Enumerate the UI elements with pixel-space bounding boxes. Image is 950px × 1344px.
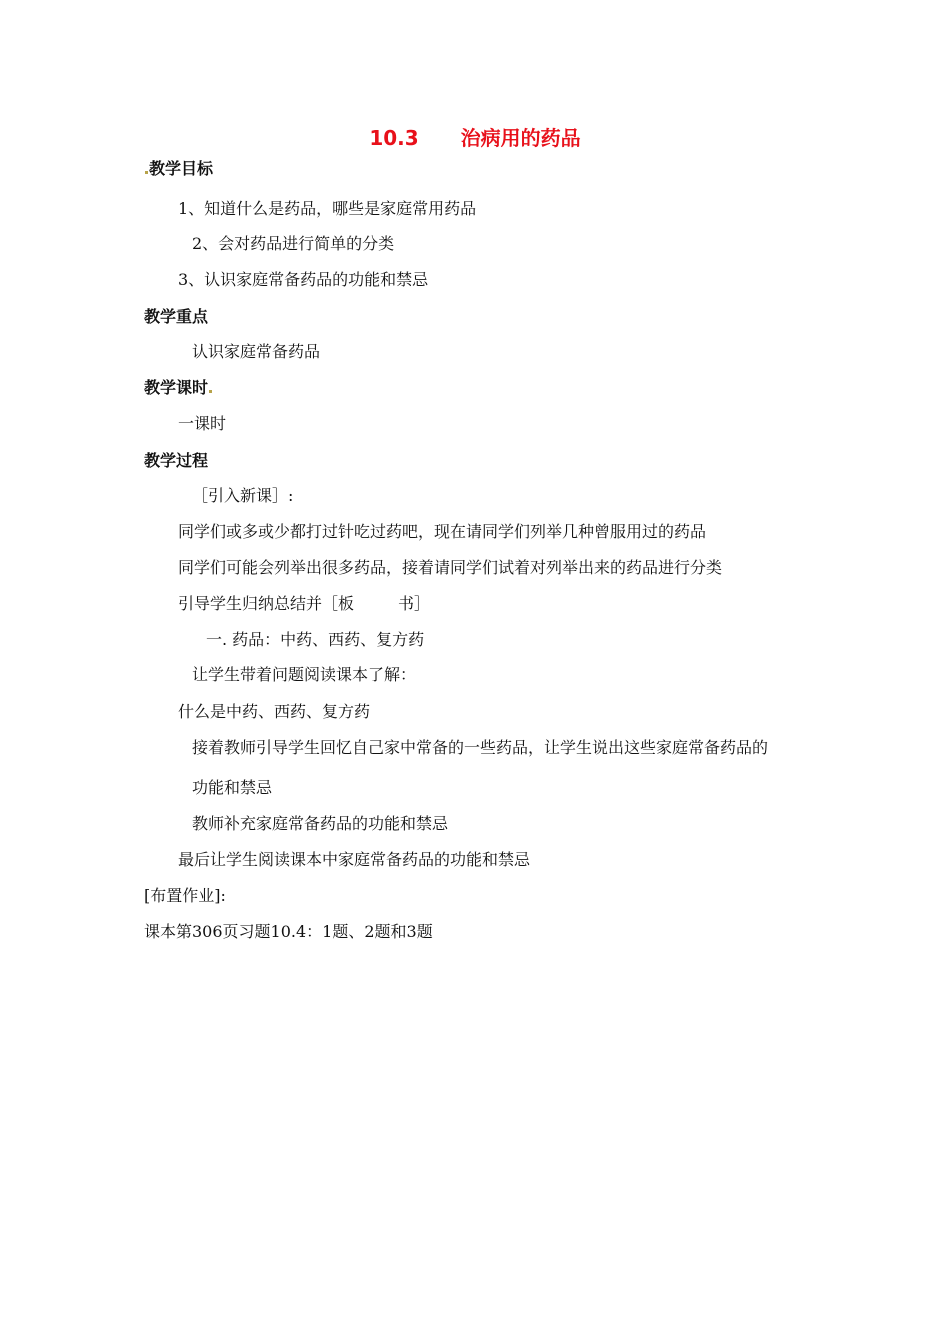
goals-heading: 教学目标 xyxy=(144,159,213,179)
focus-text: 认识家庭常备药品 xyxy=(192,342,321,361)
intro-label: ［引入新课］: xyxy=(192,486,294,505)
goal-3: 3、认识家庭常备药品的功能和禁忌 xyxy=(178,270,429,289)
paragraph-5: 让学生带着问题阅读课本了解： xyxy=(192,665,417,684)
paragraph-3: 引导学生归纳总结并［板 书］ xyxy=(178,594,431,613)
goal-2: 2、会对药品进行简单的分类 xyxy=(192,234,395,253)
goal-1: 1、知道什么是药品，哪些是家庭常用药品 xyxy=(178,199,477,218)
paragraph-1: 同学们或多或少都打过针吃过药吧，现在请同学们列举几种曾服用过的药品 xyxy=(178,522,707,541)
focus-heading: 教学重点 xyxy=(144,307,209,326)
title-number: 10.3 xyxy=(369,126,419,150)
paragraph-7: 接着教师引导学生回忆自己家中常备的一些药品，让学生说出这些家庭常备药品的 xyxy=(192,738,769,757)
paragraph-10: 最后让学生阅读课本中家庭常备药品的功能和禁忌 xyxy=(178,850,531,869)
process-heading: 教学过程 xyxy=(144,451,209,470)
title-text: 治病用的药品 xyxy=(460,126,581,150)
hours-heading: 教学课时 xyxy=(144,378,213,398)
paragraph-8: 功能和禁忌 xyxy=(192,778,273,797)
paragraph-9: 教师补充家庭常备药品的功能和禁忌 xyxy=(192,814,449,833)
homework-text: 课本第306页习题10.4：1题、2题和3题 xyxy=(144,922,433,941)
page-title xyxy=(0,126,950,150)
hours-text: 一课时 xyxy=(178,414,227,433)
paragraph-4: 一. 药品：中药、西药、复方药 xyxy=(206,630,425,649)
paragraph-6: 什么是中药、西药、复方药 xyxy=(178,702,371,721)
edit-marker xyxy=(209,390,212,393)
paragraph-2: 同学们可能会列举出很多药品，接着请同学们试着对列举出来的药品进行分类 xyxy=(178,558,723,577)
homework-label: [布置作业]: xyxy=(144,886,226,905)
edit-marker xyxy=(145,171,148,174)
